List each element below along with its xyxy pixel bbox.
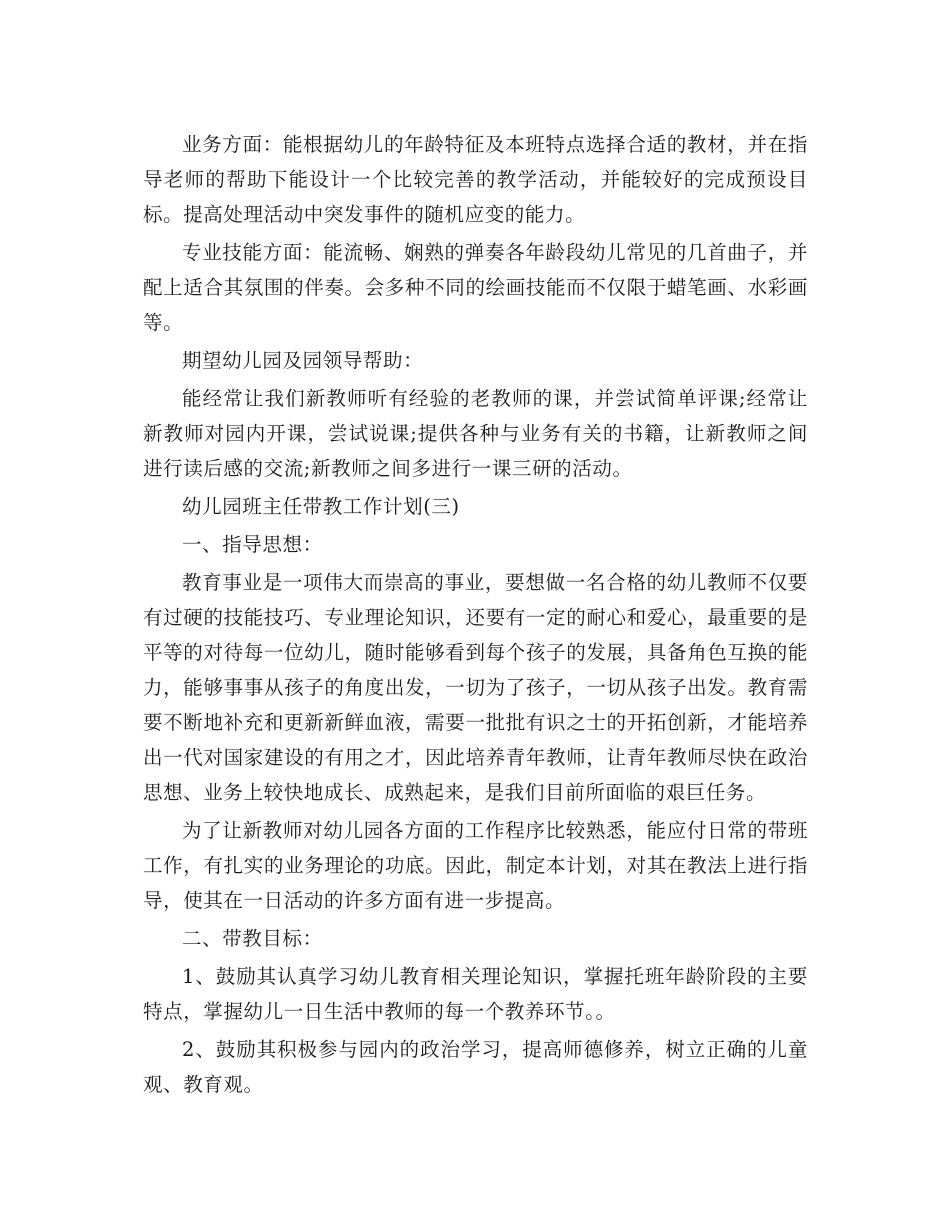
document-body [143,127,808,1105]
paragraph-expectation-body: 能经常让我们新教师听有经验的老教师的课，并尝试简单评课;经常让新教师对园内开课，尝试说课;提供各种与业务有关的书籍，让新教师之间进行读后感的交流;新教师之间多进行一课三研的活动。 [143,387,808,480]
heading-mentoring-goals: 二、带教目标： [182,927,323,950]
paragraph-expectation-heading: 期望幼儿园及园领导帮助： [182,349,424,372]
paragraph-business: 业务方面：能根据幼儿的年龄特征及本班特点选择合适的教材，并在指导老师的帮助下能设计一个比较完善的教学活动，并能较好的完成预设目标。提高处理活动中突发事件的随机应变的能力。 [143,133,808,226]
paragraph-goal-1: 1、鼓励其认真学习幼儿教育相关理论知识，掌握托班年龄阶段的主要特点，掌握幼儿一日生活中教师的每一个教养环节。。 [143,965,808,1023]
paragraph-purpose: 为了让新教师对幼儿园各方面的工作程序比较熟悉，能应付日常的带班工作，有扎实的业务理论的功底。因此，制定本计划，对其在教法上进行指导，使其在一日活动的许多方面有进一步提高。 [143,819,808,912]
paragraph-skills: 专业技能方面：能流畅、娴熟的弹奏各年龄段幼儿常见的几首曲子，并配上适合其氛围的伴奏。会多种不同的绘画技能而不仅限于蜡笔画、水彩画等。 [143,241,808,334]
paragraph-goal-2: 2、鼓励其积极参与园内的政治学习，提高师德修养，树立正确的儿童观、教育观。 [143,1038,808,1096]
heading-guiding-ideology: 一、指导思想： [182,533,323,556]
paragraph-guiding-ideology: 教育事业是一项伟大而崇高的事业，要想做一名合格的幼儿教师不仅要有过硬的技能技巧、专业理论知识，还要有一定的耐心和爱心，最重要的是平等的对待每一位幼儿，随时能够看到每个孩子的发展，具备角色互换的能力，能够事事从孩子的角度出发，一切为了孩子，一切从孩子出发。教育需要不断地补充和更新新鲜血液，需要一批批有识之士的开拓创新，才能培养出一代对国家建设的有用之才，因此培养青年教师，让青年教师尽快在政治思想、业务上较快地成长、成熟起来，是我们目前所面临的艰巨任务。 [143,571,808,804]
section-title: 幼儿园班主任带教工作计划(三) [182,495,460,518]
